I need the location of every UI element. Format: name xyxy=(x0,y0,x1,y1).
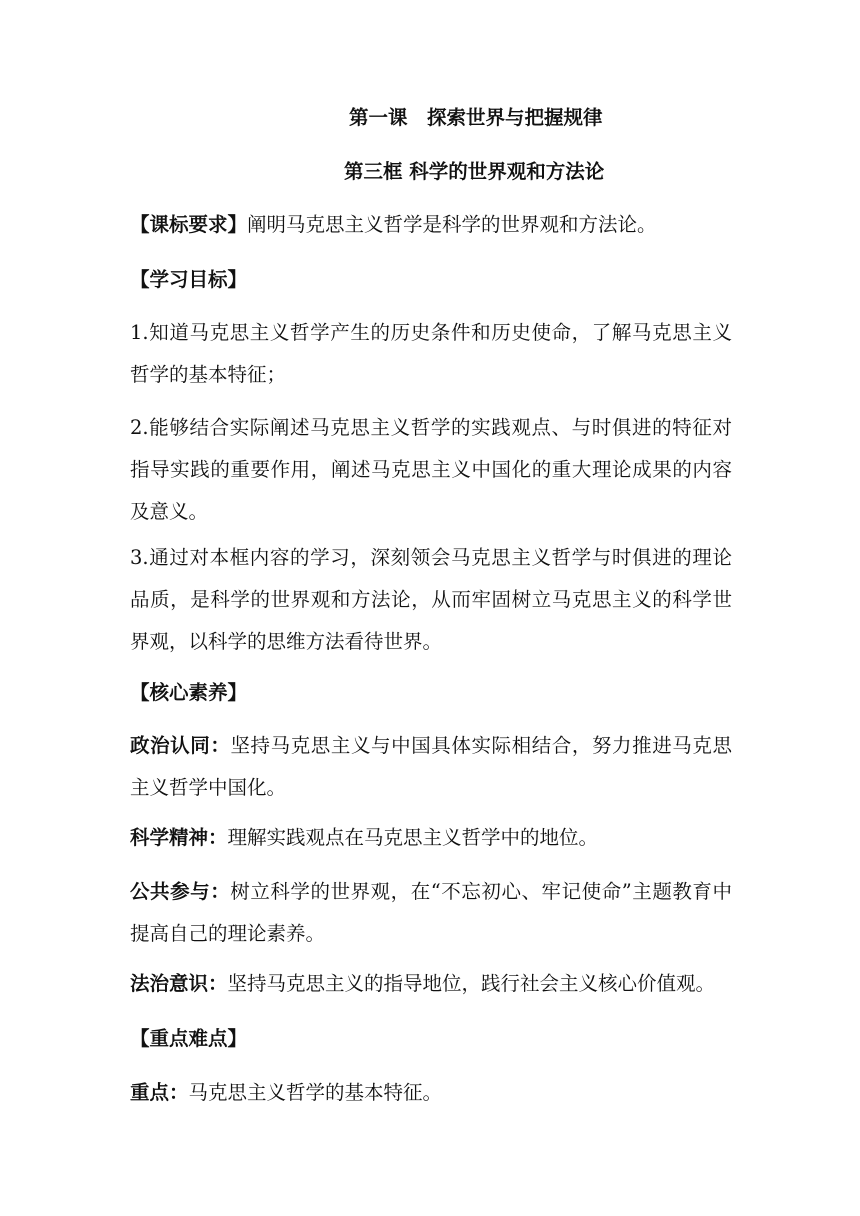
literacy-heading: 【核心素养】 xyxy=(130,681,248,704)
literacy-item-public xyxy=(130,871,732,955)
lesson-title: 第一课 探索世界与把握规律 xyxy=(349,106,603,129)
objective-item-3: 3.通过对本框内容的学习，深刻领会马克思主义哲学与时俱进的理论品质，是科学的世界观和方法论，从而牢固树立马克思主义的科学世界观，以科学的思维方法看待世界。 xyxy=(130,546,732,653)
literacy-item-political xyxy=(130,725,732,809)
requirement-line xyxy=(130,215,657,235)
objective-item-1: 1.知道马克思主义哲学产生的历史条件和历史使命，了解马克思主义哲学的基本特征； xyxy=(130,321,732,386)
literacy-label: 法治意识： xyxy=(130,972,228,995)
requirement-text: 阐明马克思主义哲学是科学的世界观和方法论。 xyxy=(247,213,657,236)
literacy-item-law xyxy=(130,963,732,1005)
literacy-label: 公共参与： xyxy=(130,880,231,903)
literacy-text: 理解实践观点在马克思主义哲学中的地位。 xyxy=(227,826,599,849)
objective-item-2: 2.能够结合实际阐述马克思主义哲学的实践观点、与时俱进的特征对指导实践的重要作用，阐述马克思主义中国化的重大理论成果的内容及意义。 xyxy=(130,416,732,523)
literacy-label: 政治认同： xyxy=(130,734,231,757)
keypoint-text: 马克思主义哲学的基本特征。 xyxy=(188,1081,443,1104)
literacy-label: 科学精神： xyxy=(130,826,228,849)
literacy-text: 坚持马克思主义与中国具体实际相结合，努力推进马克思主义哲学中国化。 xyxy=(130,734,732,799)
literacy-text: 坚持马克思主义的指导地位，践行社会主义核心价值观。 xyxy=(227,972,716,995)
keypoint-item xyxy=(130,1083,442,1103)
requirement-label: 【课标要求】 xyxy=(130,213,248,236)
section-title: 第三框 科学的世界观和方法论 xyxy=(344,160,605,183)
keypoint-label: 重点： xyxy=(130,1081,189,1104)
keypoints-heading: 【重点难点】 xyxy=(130,1027,248,1050)
literacy-item-science xyxy=(130,817,732,859)
objectives-heading: 【学习目标】 xyxy=(130,268,248,291)
literacy-text: 树立科学的世界观，在“不忘初心、牢记使命”主题教育中提高自己的理论素养。 xyxy=(130,880,732,945)
